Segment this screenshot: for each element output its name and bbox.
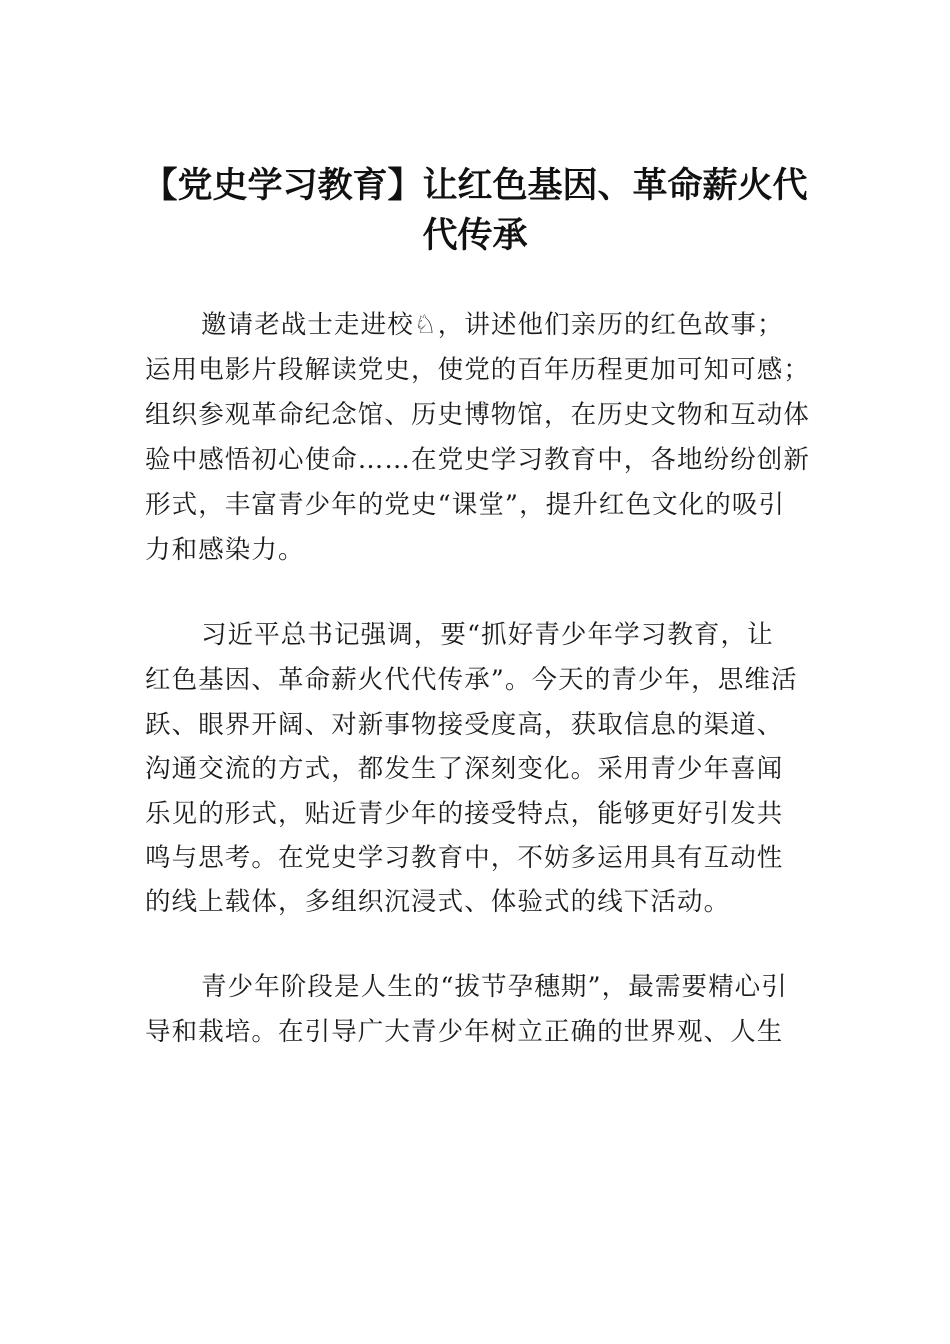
text-line: 沟通交流的方式，都发生了深刻变化。采用青少年喜闻 xyxy=(145,754,784,784)
text-line: 组织参观革命纪念馆、历史博物馆，在历史文物和互动体 xyxy=(145,400,811,430)
text-line: 力和感染力。 xyxy=(145,535,305,565)
text-line: 跃、眼界开阔、对新事物接受度高，获取信息的渠道、 xyxy=(145,710,784,740)
text-line: 邀请老战士走进校♘，讲述他们亲历的红色故事； xyxy=(201,310,784,340)
text-line: 乐见的形式，贴近青少年的接受特点，能够更好引发共 xyxy=(145,799,784,829)
text-line: 验中感悟初心使命……在党史学习教育中，各地纷纷创新 xyxy=(145,445,811,475)
text-line: 红色基因、革命薪火代代传承”。今天的青少年，思维活 xyxy=(145,665,798,695)
text-line: 鸣与思考。在党史学习教育中，不妨多运用具有互动性 xyxy=(145,843,784,873)
text-line: 导和栽培。在引导广大青少年树立正确的世界观、人生 xyxy=(145,1017,784,1047)
text-line: 青少年阶段是人生的“拔节孕穗期”，最需要精心引 xyxy=(201,972,788,1002)
text-line: 运用电影片段解读党史，使党的百年历程更加可知可感； xyxy=(145,355,811,385)
document-title-line-2: 代传承 xyxy=(422,216,528,256)
text-line: 形式，丰富青少年的党史“课堂”，提升红色文化的吸引 xyxy=(145,490,786,520)
text-line: 习近平总书记强调，要“抓好青少年学习教育，让 xyxy=(201,620,774,650)
document-title-line-1: 【党史学习教育】让红色基因、革命薪火代 xyxy=(142,166,808,206)
text-line: 的线上载体，多组织沉浸式、体验式的线下活动。 xyxy=(145,887,731,917)
